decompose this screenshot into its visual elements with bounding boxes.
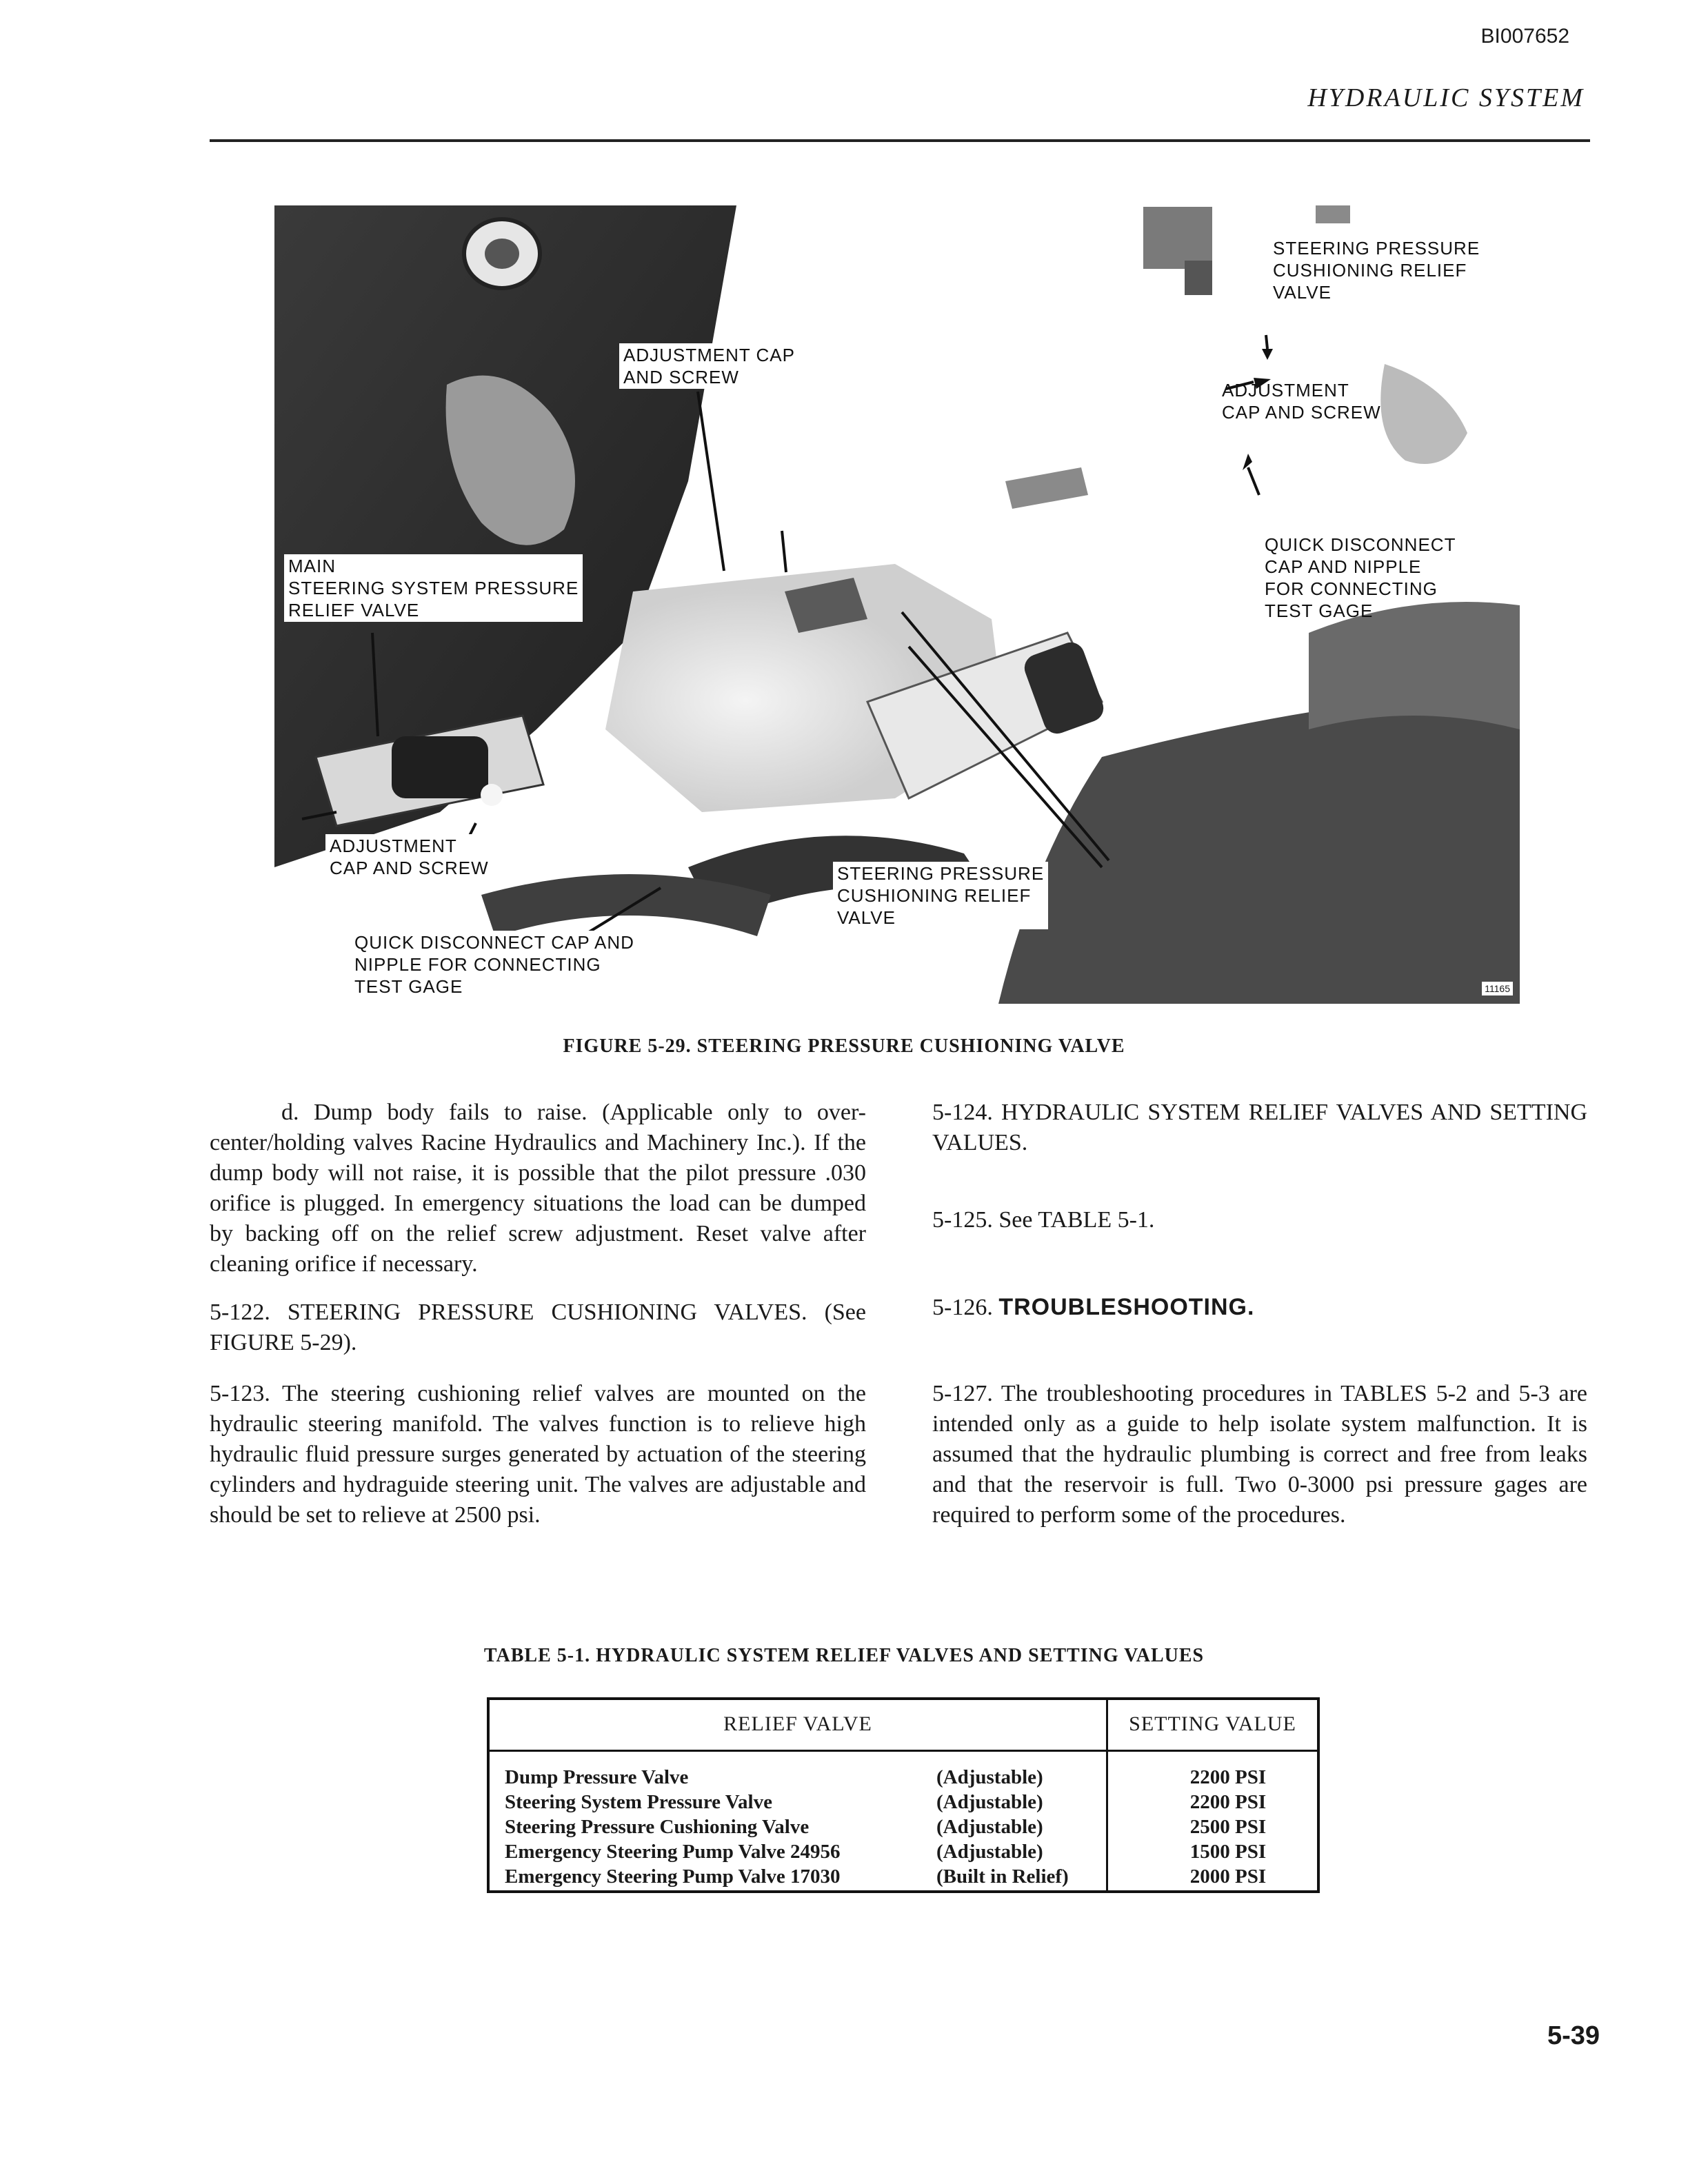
paragraph-5-122: 5-122. STEERING PRESSURE CUSHIONING VALVES. (See FIGURE 5-29).: [210, 1300, 866, 1355]
table-divider-horizontal: [490, 1750, 1317, 1752]
table-row: Steering Pressure Cushioning Valve (Adjustable) 2500 PSI: [505, 1816, 1267, 1838]
table-header-relief-valve: RELIEF VALVE: [723, 1712, 872, 1735]
paragraph-5-125: 5-125. See TABLE 5-1.: [932, 1207, 1155, 1233]
paragraph-5-124: 5-124. HYDRAULIC SYSTEM RELIEF VALVES AND SETTING VALUES.: [932, 1100, 1587, 1155]
figure-photo: [274, 205, 1520, 1004]
table-row: Dump Pressure Valve (Adjustable) 2200 PSI: [505, 1766, 1267, 1788]
label-adjustment-cap-center: ADJUSTMENT CAP AND SCREW: [619, 343, 799, 389]
label-adjustment-cap-top-right: ADJUSTMENT CAP AND SCREW: [1222, 380, 1381, 423]
label-steering-cushion-bottom: STEERING PRESSURE CUSHIONING RELIEF VALVE: [833, 862, 1048, 929]
photo-id: 11165: [1482, 982, 1513, 995]
table-row: Emergency Steering Pump Valve 24956 (Adjustable) 1500 PSI: [505, 1841, 1267, 1863]
table-row: Steering System Pressure Valve (Adjustable) 2200 PSI: [505, 1791, 1267, 1813]
table-body: [505, 1766, 1317, 1890]
table-title: TABLE 5-1. HYDRAULIC SYSTEM RELIEF VALVES AND SETTING VALUES: [483, 1645, 1205, 1666]
paragraph-5-127: 5-127. The troubleshooting procedures in TABLES 5-2 and 5-3 are intended only as a guide to help isolate system malfunction. It is assumed that the hydraulic plumbing is correct and free from leaks and that the reservoir is full. Two 0-3000 psi pressure gages are required to perform some of the procedures.: [932, 1381, 1587, 1528]
figure-caption: FIGURE 5-29. STEERING PRESSURE CUSHIONING VALVE: [563, 1035, 1125, 1057]
table-row: Emergency Steering Pump Valve 17030 (Built in Relief) 2000 PSI: [505, 1866, 1267, 1888]
section-title: HYDRAULIC SYSTEM: [1307, 83, 1585, 112]
document-id: BI007652: [1480, 25, 1569, 48]
paragraph-d: d. Dump body fails to raise. (Applicable only to over-center/holding valves Racine Hydraulics and Machinery Inc.). If the dump body will not raise, it is possible that the pilot pressure .030 orifice is plugged. In emergency situations the load can be dumped by backing off on the relief screw adjustment. Reset valve after cleaning orifice if necessary.: [210, 1100, 866, 1277]
header-rule: [210, 139, 1590, 142]
label-steering-cushion-top: STEERING PRESSURE CUSHIONING RELIEF VALVE: [1273, 238, 1480, 303]
relief-valve-table: [487, 1697, 1320, 1893]
page-number: 5-39: [1547, 2021, 1600, 2050]
label-quick-disconnect-right: QUICK DISCONNECT CAP AND NIPPLE FOR CONNECTING TEST GAGE: [1265, 534, 1456, 621]
heading-5-126: 5-126. TROUBLESHOOTING.: [932, 1294, 1255, 1320]
label-quick-disconnect-bottom: QUICK DISCONNECT CAP AND NIPPLE FOR CONNECTING TEST GAGE: [350, 931, 639, 998]
label-adjustment-cap-left: ADJUSTMENT CAP AND SCREW: [325, 834, 493, 880]
paragraph-5-123: 5-123. The steering cushioning relief valves are mounted on the hydraulic steering manifold. The valves function is to relieve high hydraulic fluid pressure surges generated by actuation of the steering cylinders and hydraguide steering unit. The valves are adjustable and should be set to relieve at 2500 psi.: [210, 1381, 866, 1528]
label-main-relief-valve: MAIN STEERING SYSTEM PRESSURE RELIEF VALVE: [284, 554, 583, 622]
table-header-setting-value: SETTING VALUE: [1129, 1712, 1296, 1735]
